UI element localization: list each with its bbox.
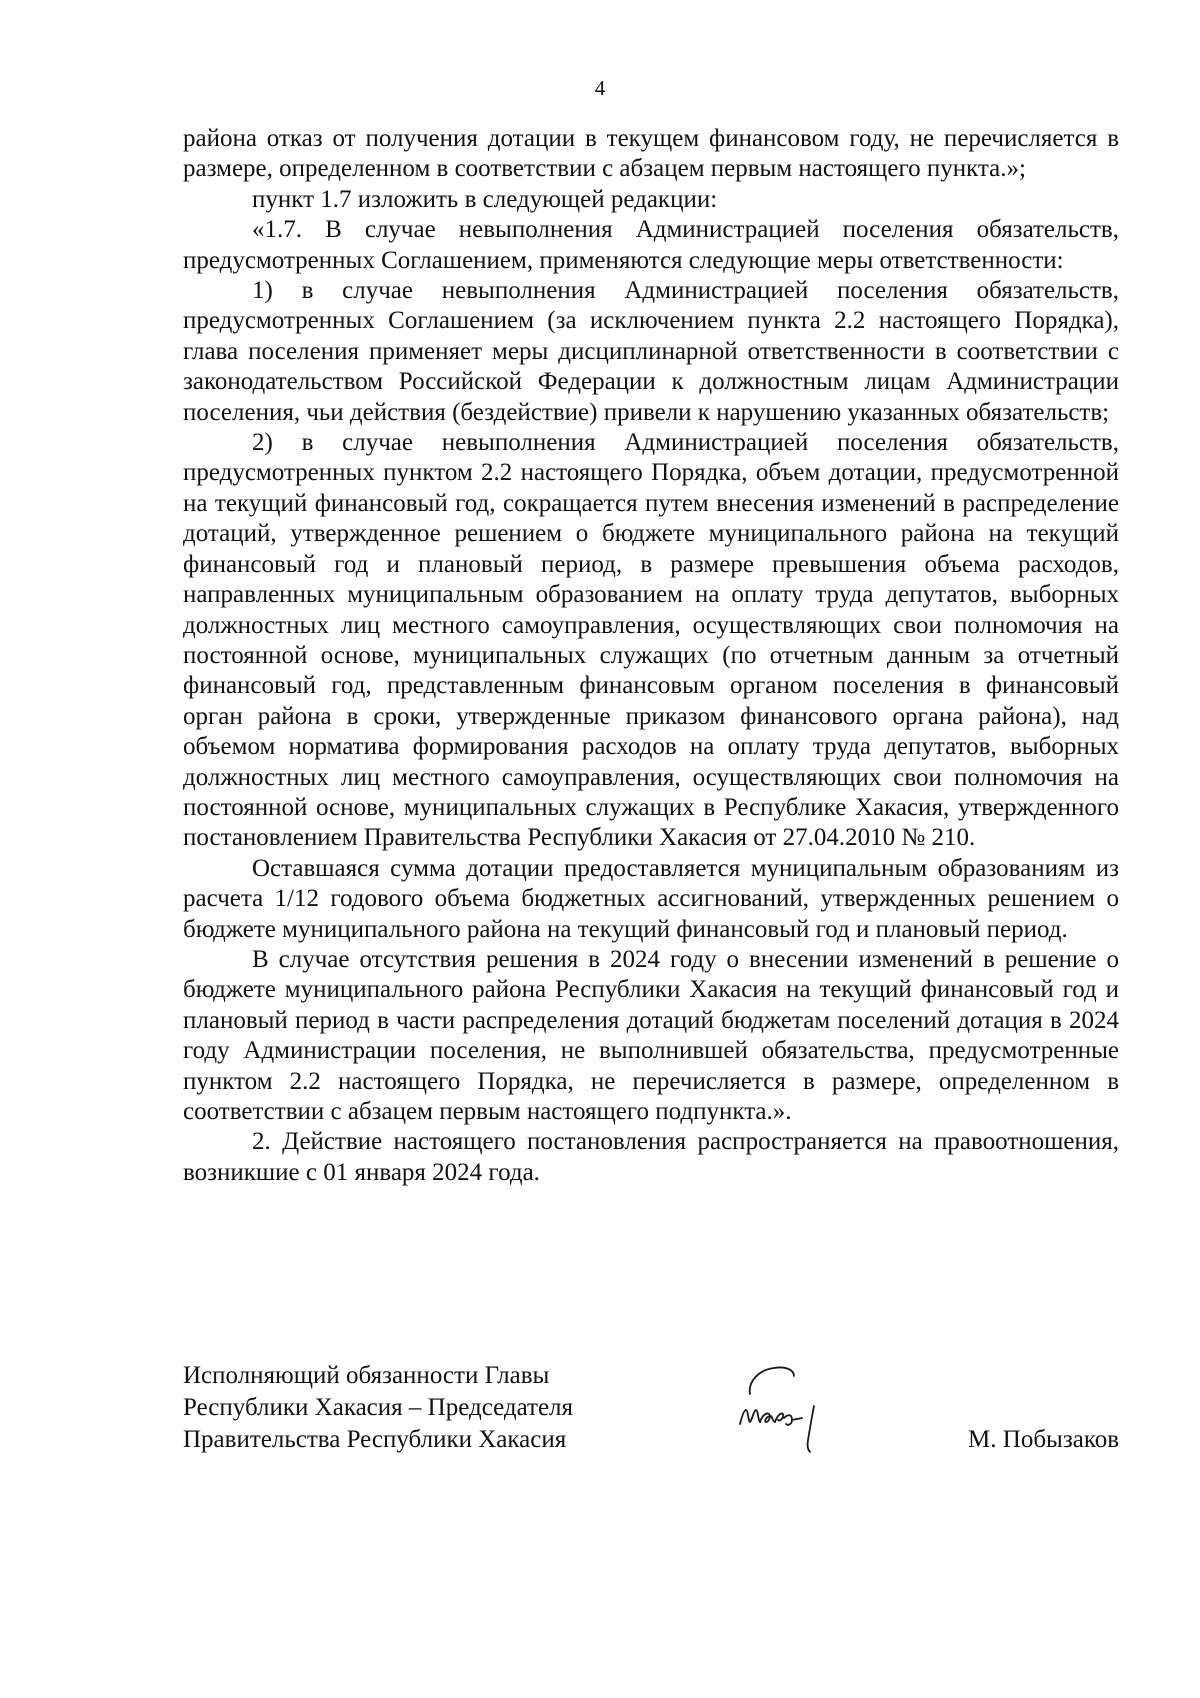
paragraph: Оставшаяся сумма дотации предоставляется муниципальным образованиям из расчета 1/12 годового объема бюджетных ассигнований, утвержденных решением о бюджете муниципального района на текущий финансовый год и плановый период. — [183, 854, 1119, 943]
paragraph: 2) в случае невыполнения Администрацией поселения обязательств, предусмотренных пунктом 2.2 настоящего Порядка, объем дотации, предусмотренной на текущий финансовый год, сокращается путем внесения изменений в распределение дотаций, утвержденное решением о бюджете муниципального района на текущий финансовый год и плановый период, в размере превышения объема расходов, направленных муниципальным образованием на оплату труда депутатов, выборных должностных лиц местного самоуправления, осуществляющих свои полномочия на постоянной основе, муниципальных служащих (по отчетным данным за отчетный финансовый год, представленным финансовым органом поселения в финансовый орган района в сроки, утвержденные приказом финансового органа района), над объемом норматива формирования расходов на оплату труда депутатов, выборных должностных лиц местного самоуправления, осуществляющих свои полномочия на постоянной основе, муниципальных служащих в Республике Хакасия, утвержденного постановлением Правительства Республики Хакасия от 27.04.2010 № 210. — [183, 429, 1119, 852]
signer-name: М. Побызаков — [968, 1426, 1119, 1453]
paragraph: В случае отсутствия решения в 2024 году о внесении изменений в решение о бюджете муниципального района Республики Хакасия на текущий финансовый год и плановый период в части распределения дотаций бюджетам поселений дотация в 2024 году Администрации поселения, не выполнившей обязательства, предусмотренные пунктом 2.2 настоящего Порядка, не перечисляется в размере, определенном в соответствии с абзацем первым настоящего подпункта.». — [183, 945, 1119, 1125]
paragraph: «1.7. В случае невыполнения Администрацией поселения обязательств, предусмотренных Соглашением, применяются следующие меры ответственности: — [183, 216, 1119, 274]
signer-position — [183, 1360, 573, 1456]
page-number: 4 — [594, 76, 606, 100]
paragraph: 2. Действие настоящего постановления распространяется на правоотношения, возникшие с 01 января 2024 года. — [183, 1128, 1119, 1186]
handwritten-signature — [728, 1354, 838, 1458]
paragraph: района отказ от получения дотации в текущем финансовом году, не перечисляется в размере, определенном в соответствии с абзацем первым настоящего пункта.»; — [183, 125, 1119, 183]
document-body — [183, 124, 1119, 1188]
signature-block — [183, 1360, 1119, 1480]
paragraph: 1) в случае невыполнения Администрацией поселения обязательств, предусмотренных Соглашением (за исключением пункта 2.2 настоящего Порядка), глава поселения применяет меры дисциплинарной ответственности в соответствии с законодательством Российской Федерации к должностным лицам Администрации поселения, чьи действия (бездействие) привели к нарушению указанных обязательств; — [183, 277, 1119, 426]
signer-position-line: Республики Хакасия – Председателя — [183, 1394, 574, 1421]
signer-position-line: Правительства Республики Хакасия — [183, 1426, 567, 1453]
signer-position-line: Исполняющий обязанности Главы — [183, 1362, 550, 1389]
paragraph: пункт 1.7 изложить в следующей редакции: — [252, 185, 718, 213]
